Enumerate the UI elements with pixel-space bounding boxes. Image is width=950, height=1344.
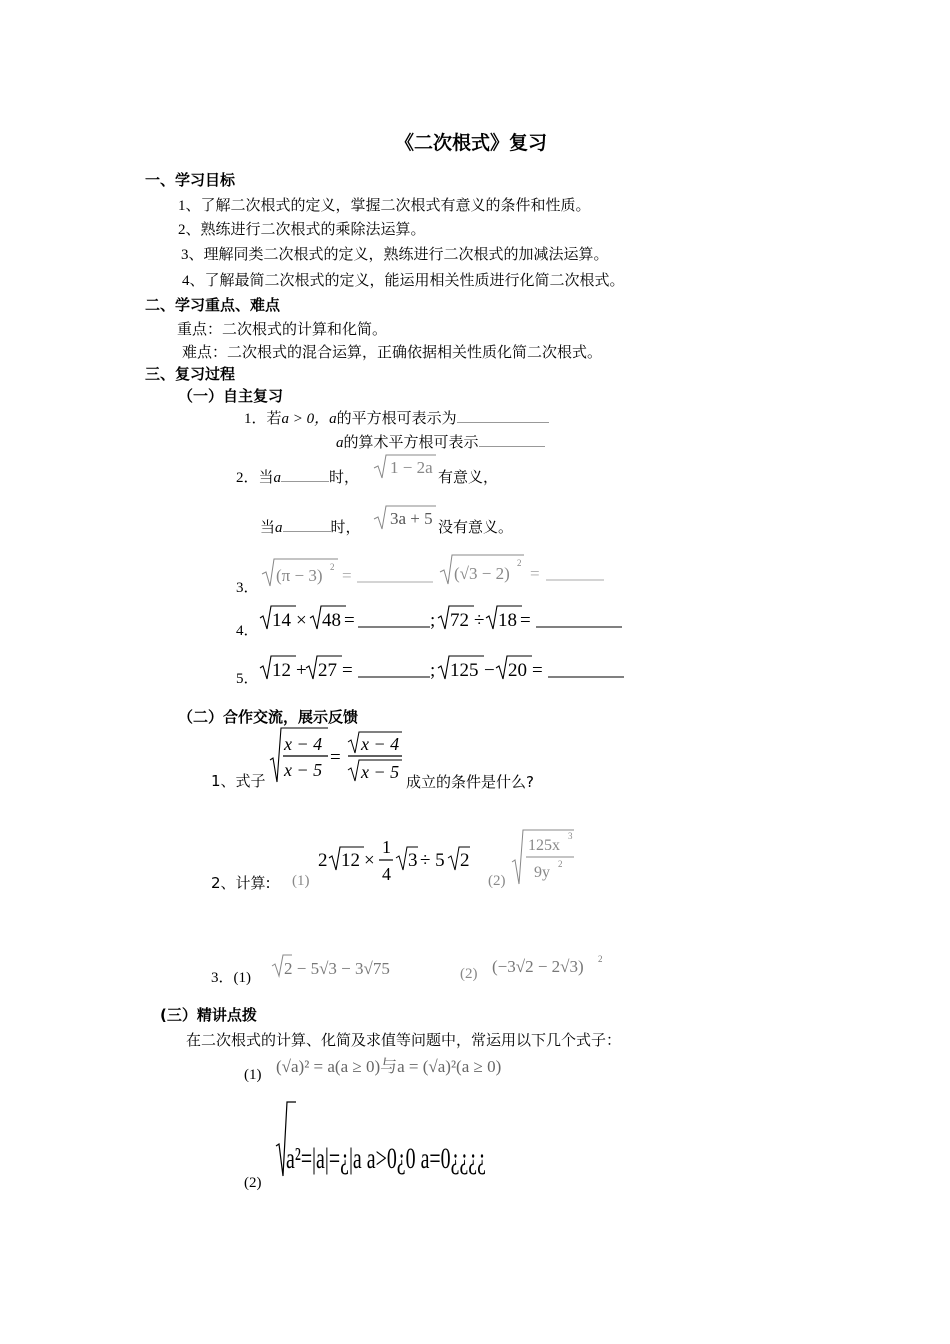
radicand: 3 xyxy=(408,850,418,871)
radicand: 27 xyxy=(318,660,337,681)
radical-sqrt-1-2a xyxy=(372,452,438,480)
condition: a > 0， xyxy=(281,411,330,427)
radicand: 18 xyxy=(498,610,517,631)
formula-1 xyxy=(276,1050,566,1080)
equals: = xyxy=(344,610,355,631)
question-text: 的算术平方根可表示 xyxy=(343,433,479,451)
semicolon: ; xyxy=(430,610,436,631)
key-point-text: 重点：二次根式的计算和化简。 xyxy=(177,320,388,338)
equals: = xyxy=(520,610,531,631)
equals: = xyxy=(330,747,341,768)
coop-question-1-tail: 成立的条件是什么? xyxy=(406,773,534,791)
radicand: 72 xyxy=(450,610,469,631)
question-text: 有意义， xyxy=(438,468,499,486)
plus: + xyxy=(296,660,307,681)
subsection-heading-self-review: （一）自主复习 xyxy=(178,387,284,405)
question-number: 3． xyxy=(236,580,259,596)
goal-text: 、了解二次根式的定义，掌握二次根式有意义的条件和性质。 xyxy=(185,196,591,214)
formula-label: (1) xyxy=(244,1067,262,1083)
part-label: (2) xyxy=(460,966,478,982)
radicand: 14 xyxy=(272,610,291,631)
question-number: 5． xyxy=(236,671,259,687)
goal-number: 2 xyxy=(178,222,186,238)
divide: ÷ xyxy=(474,610,485,631)
question-text: 时， xyxy=(330,518,361,536)
variable: a xyxy=(336,435,344,451)
times: × xyxy=(364,850,375,871)
numerator: x − 4 xyxy=(361,734,400,754)
coefficient: 2 xyxy=(318,850,328,871)
expression: a²=|a|=¿|a a>0¿0 a=0¿¿¿¿ xyxy=(286,1142,486,1175)
section-heading-key-points: 二、学习重点、难点 xyxy=(145,296,281,314)
goal-number: 1 xyxy=(178,198,186,214)
goal-item-4 xyxy=(182,269,625,290)
equals: = xyxy=(342,566,352,585)
radicand: 3a + 5 xyxy=(390,509,433,528)
review-question-2-line2 xyxy=(260,516,361,537)
exponent: 3 xyxy=(568,831,573,841)
radicand: 125 xyxy=(450,660,479,681)
goal-number: 4 xyxy=(182,273,190,289)
equals: = xyxy=(532,660,543,681)
question-number: 4． xyxy=(236,623,259,639)
goal-number: 3 xyxy=(181,247,189,263)
denominator: 9y xyxy=(534,864,550,881)
coop-question-2-label: 2、计算: xyxy=(211,874,271,892)
expression: (√a)² = a(a ≥ 0)与a = (√a)²(a ≥ 0) xyxy=(276,1057,502,1076)
formula-2-piecewise xyxy=(274,1098,494,1184)
goal-text: 、了解最简二次根式的定义，能运用相关性质进行化简二次根式。 xyxy=(189,271,625,289)
semicolon: ; xyxy=(430,660,436,681)
radicand: 2 xyxy=(460,850,470,871)
part-label: (1) xyxy=(292,873,310,889)
radical-sqrt-3a-5 xyxy=(372,503,438,531)
explanation-intro: 在二次根式的计算、化简及求值等问题中，常运用以下几个式子： xyxy=(186,1031,622,1049)
question-number: 1． xyxy=(244,411,267,427)
review-question-2 xyxy=(236,466,359,487)
question-text: 没有意义。 xyxy=(438,518,514,536)
section-heading-goals: 一、学习目标 xyxy=(145,171,236,189)
times: × xyxy=(296,610,307,631)
section-heading-process: 三、复习过程 xyxy=(145,365,236,383)
coop-question-3-label: 3．(1) xyxy=(211,970,251,986)
numerator: 1 xyxy=(382,837,391,857)
answer-blank[interactable] xyxy=(479,432,545,447)
subsection-heading-cooperation: （二）合作交流，展示反馈 xyxy=(178,708,359,726)
expr-coop-q3-1 xyxy=(270,952,410,982)
denominator: x − 5 xyxy=(284,760,323,780)
expr-coop-q2-2 xyxy=(510,826,580,888)
denominator: 4 xyxy=(382,864,391,884)
numerator: 125x xyxy=(528,837,560,854)
formula-label: (2) xyxy=(244,1175,262,1191)
radicand: (π − 3) xyxy=(276,566,323,585)
review-question-1 xyxy=(244,407,549,428)
exponent: 2 xyxy=(598,954,603,964)
expr-q4 xyxy=(258,602,628,634)
goal-item-2 xyxy=(178,218,426,239)
answer-blank[interactable] xyxy=(281,467,329,482)
question-text: 当 xyxy=(258,468,274,486)
equals: = xyxy=(530,564,540,583)
goal-text: 、理解同类二次根式的定义，熟练进行二次根式的加减法运算。 xyxy=(188,245,609,263)
radicand: (√3 − 2) xyxy=(454,564,510,583)
goal-text: 、熟练进行二次根式的乘除法运算。 xyxy=(185,220,426,238)
radicand: 12 xyxy=(341,850,360,871)
answer-blank[interactable] xyxy=(283,517,331,532)
part-label: (2) xyxy=(488,873,506,889)
variable: a xyxy=(273,470,282,486)
variable: a xyxy=(275,520,283,536)
question-text: 若 xyxy=(266,409,282,427)
question-text: 的平方根可表示为 xyxy=(336,409,457,427)
difficult-point-text: 难点：二次根式的混合运算，正确依据相关性质化简二次根式。 xyxy=(182,343,603,361)
expr-coop-q2-1 xyxy=(318,830,478,886)
coop-question-1-label: 1、式子 xyxy=(211,772,266,790)
expr-sqrt-sqrt3-minus-2-squared xyxy=(438,552,608,588)
exponent: 2 xyxy=(517,558,522,568)
question-text: 时， xyxy=(329,468,360,486)
expr-q5 xyxy=(258,652,630,684)
question-text: 当 xyxy=(260,518,276,536)
subsection-heading-explanation: (三）精讲点拨 xyxy=(160,1006,257,1024)
expr-sqrt-fraction-identity xyxy=(268,726,408,786)
divide-five: ÷ 5 xyxy=(420,850,445,871)
radicand: 20 xyxy=(508,660,527,681)
review-question-1-line2 xyxy=(336,431,545,452)
radicand: 48 xyxy=(322,610,341,631)
exponent: 2 xyxy=(558,859,563,869)
numerator: x − 4 xyxy=(284,734,323,754)
equals: = xyxy=(342,660,353,681)
exponent: 2 xyxy=(330,562,335,572)
expr-sqrt-pi-minus-3-squared xyxy=(260,556,440,590)
goal-item-1 xyxy=(178,194,591,215)
expr-coop-q3-2 xyxy=(492,950,622,980)
variable: a xyxy=(329,411,337,427)
minus: − xyxy=(484,660,495,681)
goal-item-3 xyxy=(181,243,609,264)
question-number: 2． xyxy=(236,470,259,486)
radicand: 12 xyxy=(272,660,291,681)
denominator: x − 5 xyxy=(361,762,400,782)
expression: (−3√2 − 2√3) xyxy=(492,957,584,976)
expression: 2 − 5√3 − 3√75 xyxy=(284,959,390,978)
answer-blank[interactable] xyxy=(457,408,549,423)
page-title: 《二次根式》复习 xyxy=(395,132,548,154)
radicand: 1 − 2a xyxy=(390,458,433,477)
